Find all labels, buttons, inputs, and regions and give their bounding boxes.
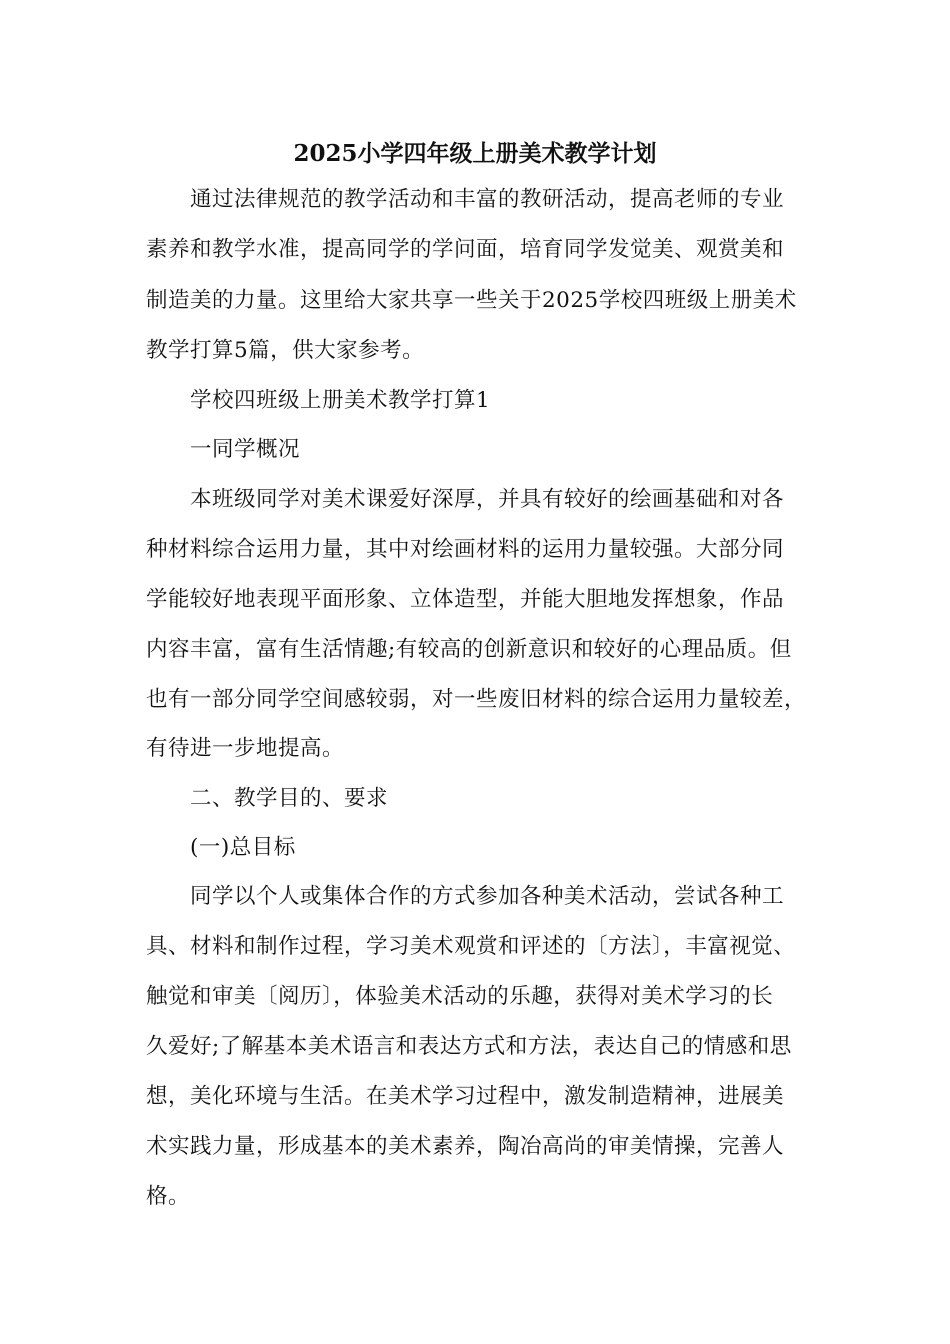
goal-line-4: 久爱好;了解基本美术语言和表达方式和方法，表达自己的情感和思 bbox=[146, 1034, 792, 1059]
goal-line-7: 格。 bbox=[146, 1184, 191, 1209]
heading-overview: 一同学概况 bbox=[190, 437, 301, 462]
section-title: 学校四班级上册美术教学打算1 bbox=[190, 388, 491, 413]
goal-line-3: 触觉和审美〔阅历〕，体验美术活动的乐趣，获得对美术学习的长 bbox=[146, 984, 774, 1009]
overview-line-3: 学能较好地表现平面形象、立体造型，并能大胆地发挥想象，作品 bbox=[146, 587, 785, 612]
intro-line-2: 素养和教学水准，提高同学的学问面，培育同学发觉美、观赏美和 bbox=[146, 237, 785, 262]
overview-line-4: 内容丰富，富有生活情趣;有较高的创新意识和较好的心理品质。但 bbox=[146, 637, 792, 662]
heading-overall-goal: (一)总目标 bbox=[190, 835, 296, 860]
intro-line-4: 教学打算5篇，供大家参考。 bbox=[146, 338, 425, 363]
intro-line-3: 制造美的力量。这里给大家共享一些关于2025学校四班级上册美术 bbox=[146, 288, 797, 313]
overview-line-1: 本班级同学对美术课爱好深厚，并具有较好的绘画基础和对各 bbox=[190, 487, 785, 512]
overview-line-2: 种材料综合运用力量，其中对绘画材料的运用力量较强。大部分同 bbox=[146, 537, 785, 562]
goal-line-6: 术实践力量，形成基本的美术素养，陶冶高尚的审美情操，完善人 bbox=[146, 1134, 785, 1159]
heading-goals: 二、教学目的、要求 bbox=[190, 786, 389, 811]
goal-line-1: 同学以个人或集体合作的方式参加各种美术活动，尝试各种工 bbox=[190, 884, 785, 909]
intro-line-1: 通过法律规范的教学活动和丰富的教研活动，提高老师的专业 bbox=[190, 187, 785, 212]
overview-line-6: 有待进一步地提高。 bbox=[146, 736, 345, 761]
goal-line-2: 具、材料和制作过程，学习美术观赏和评述的〔方法〕，丰富视觉、 bbox=[146, 934, 796, 959]
overview-line-5: 也有一部分同学空间感较弱，对一些废旧材料的综合运用力量较差， bbox=[146, 687, 807, 712]
goal-line-5: 想，美化环境与生活。在美术学习过程中，激发制造精神，进展美 bbox=[146, 1084, 785, 1109]
document-title: 2025小学四年级上册美术教学计划 bbox=[293, 140, 657, 167]
